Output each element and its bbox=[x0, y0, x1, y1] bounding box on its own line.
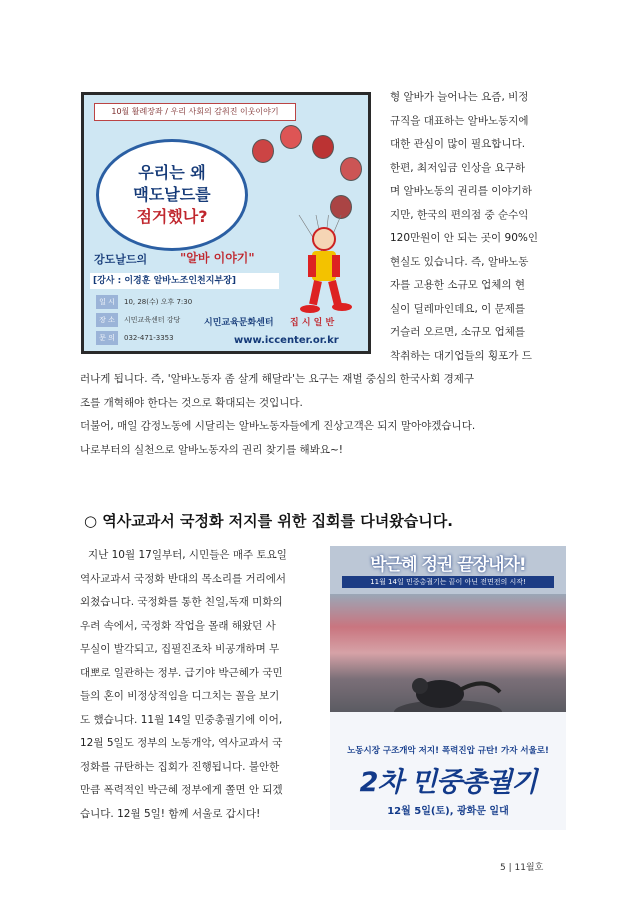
lecture-poster-image bbox=[81, 92, 371, 354]
lecture-title: 강도날드의 bbox=[94, 253, 148, 266]
bubble-line-3: 점거했나? bbox=[136, 207, 208, 226]
text-line: 도 했습니다. 11월 14일 민중총궐기에 이어, bbox=[80, 713, 283, 726]
poster-headline: 박근혜 정권 끝장내자! bbox=[370, 555, 526, 575]
bubble-line-1: 우리는 왜 bbox=[138, 163, 206, 182]
text-line: 착취하는 대기업들의 횡포가 드 bbox=[390, 349, 532, 362]
text-line: 지난 10월 17일부터, 시민들은 매주 토요일 bbox=[88, 549, 287, 561]
text-line: 거슬러 오르면, 소규모 업체를 bbox=[390, 326, 526, 338]
poster-subtitle: 11월 14일 민중총궐기는 끝이 아닌 전면전의 시작! bbox=[342, 576, 554, 588]
poster-slogan: 노동시장 구조개악 저지! 폭력진압 규탄! 가자 서울로! bbox=[347, 746, 549, 756]
balloon-icon bbox=[280, 125, 302, 149]
poster-banner: 10월 활례장좌 / 우리 사회의 감춰진 이웃이야기 bbox=[94, 103, 296, 121]
host-slogan: 집 시 일 반 bbox=[290, 318, 335, 328]
balloon-icon bbox=[312, 135, 334, 159]
balloon-icon bbox=[252, 139, 274, 163]
clown-mascot-icon bbox=[284, 215, 364, 315]
info-row-contact: 문 의 032-471-3353 bbox=[96, 331, 174, 345]
text-line: 12월 5일도 정부의 노동개악, 역사교과서 국 bbox=[80, 737, 283, 749]
text-line: 조를 개혁해야 한다는 것으로 확대되는 것입니다. bbox=[80, 396, 303, 409]
text-line: 정화를 규탄하는 집회가 진행됩니다. 불안한 bbox=[80, 760, 280, 773]
info-row-place: 장 소 시민교육센터 강당 bbox=[96, 313, 180, 327]
poster-date: 12월 5일(토), 광화문 일대 bbox=[387, 806, 509, 817]
text-line: 러나게 됩니다. 즉, '알바노동자 좀 살게 해달라'는 요구는 재벌 중심의 한국사회 경제구 bbox=[80, 373, 475, 385]
lecture-highlight: "알바 이야기" bbox=[180, 251, 255, 265]
rally-poster-image bbox=[330, 546, 566, 830]
text-line: 더불어, 매일 감정노동에 시달리는 알바노동자들에게 진상고객은 되지 말아야겠습니다. bbox=[80, 420, 476, 432]
text-line: 며 알바노동의 권리를 이야기하 bbox=[390, 185, 532, 197]
right-column-text bbox=[390, 86, 570, 368]
text-line: 들의 혼이 비정상적임을 디그치는 꼴을 보기 bbox=[80, 690, 280, 702]
text-line: 형 알바가 늘어나는 요즘, 비정 bbox=[390, 91, 529, 103]
text-line: 나로부터의 실천으로 알바노동자의 권리 찾기를 해봐요~! bbox=[80, 443, 343, 456]
host-name: 시민교육문화센터 bbox=[204, 318, 274, 328]
text-line: 지만, 한국의 편의점 중 순수익 bbox=[390, 208, 529, 221]
section-title: ○ 역사교과서 국정화 저지를 위한 집회를 다녀왔습니다. bbox=[84, 512, 453, 530]
text-line: 규직을 대표하는 알바노동지에 bbox=[390, 114, 529, 127]
text-line: 실이 딜레마인데요, 이 문제를 bbox=[390, 302, 526, 315]
text-line: 현실도 있습니다. 즉, 알바노동 bbox=[390, 255, 529, 268]
full-width-text bbox=[80, 368, 568, 462]
text-line: 역사교과서 국정화 반대의 목소리를 거리에서 bbox=[80, 572, 287, 585]
page-footer: 5 | 11월호 bbox=[500, 863, 544, 873]
text-line: 한편, 최저임금 인상을 요구하 bbox=[390, 161, 526, 174]
text-line: 외쳤습니다. 국정화를 통한 친일,독재 미화의 bbox=[80, 596, 283, 608]
text-line: 대한 관심이 많이 필요합니다. bbox=[390, 138, 526, 150]
speaker-line: [강사 : 이경훈 알바노조인천지부장] bbox=[90, 273, 279, 289]
left-column-text bbox=[80, 544, 324, 826]
bubble-line-2: 맥도날드를 bbox=[133, 185, 211, 204]
poster-big-title: 2차 민중총궐기 bbox=[359, 767, 537, 798]
info-row-time: 일 시 10, 28(수) 오후 7:30 bbox=[96, 295, 192, 309]
text-line: 만큼 폭력적인 박근혜 정부에게 쫄면 안 되겠 bbox=[80, 784, 283, 796]
text-line: 자를 고용한 소규모 업체의 현 bbox=[390, 279, 526, 291]
text-line: 무실이 발각되고, 집필진조차 비공개하며 무 bbox=[80, 643, 280, 655]
poster-url: www.iccenter.or.kr bbox=[234, 335, 339, 346]
text-line: 습니다. 12월 5일! 함께 서울로 갑시다! bbox=[80, 807, 261, 820]
text-line: 우려 속에서, 국정화 작업을 몰래 해왔던 사 bbox=[80, 619, 276, 632]
text-line: 120만원이 안 되는 곳이 90%인 bbox=[390, 232, 539, 244]
text-line: 대뽀로 일관하는 정부. 급기야 박근혜가 국민 bbox=[80, 666, 283, 679]
balloon-icon bbox=[340, 157, 362, 181]
speech-bubble bbox=[96, 139, 248, 251]
